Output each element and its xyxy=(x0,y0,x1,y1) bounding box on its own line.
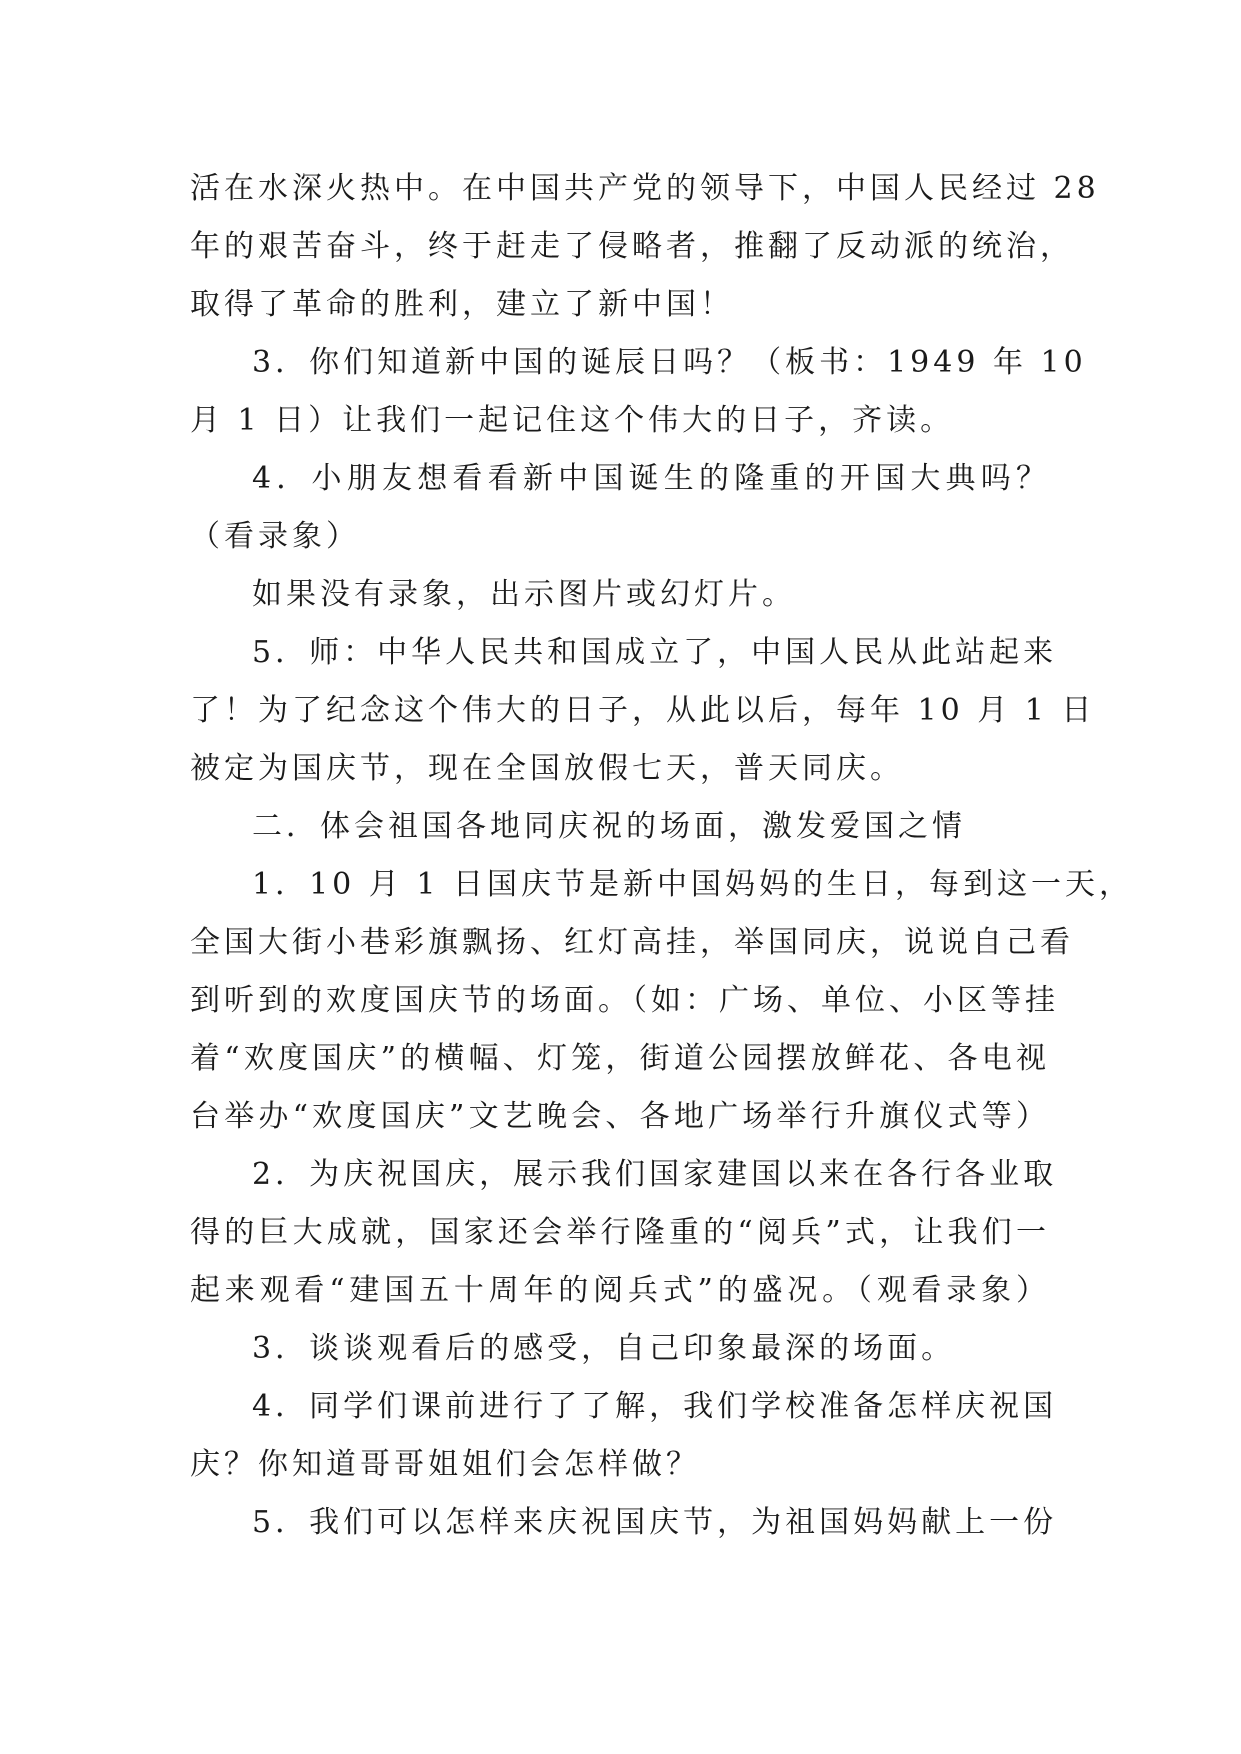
text-line: 1．10 月 1 日国庆节是新中国妈妈的生日，每到这一天， xyxy=(252,867,1133,902)
text-line: 了！为了纪念这个伟大的日子，从此以后，每年 10 月 1 日 xyxy=(190,693,1096,728)
text-line: 4．小朋友想看看新中国诞生的隆重的开国大典吗？ xyxy=(252,461,1050,496)
text-line: 2．为庆祝国庆，展示我们国家建国以来在各行各业取 xyxy=(252,1157,1058,1192)
text-line: 3．谈谈观看后的感受，自己印象最深的场面。 xyxy=(252,1331,956,1366)
section-heading: 二．体会祖国各地同庆祝的场面，激发爱国之情 xyxy=(252,809,966,844)
text-line: 活在水深火热中。在中国共产党的领导下，中国人民经过 28 xyxy=(190,171,1100,206)
text-line: 庆？你知道哥哥姐姐们会怎样做？ xyxy=(190,1447,700,1482)
text-line: 3．你们知道新中国的诞辰日吗？（板书：1949 年 10 xyxy=(252,345,1087,380)
text-line: 到听到的欢度国庆节的场面。（如：广场、单位、小区等挂 xyxy=(190,983,1059,1018)
text-line: 全国大街小巷彩旗飘扬、红灯高挂，举国同庆，说说自己看 xyxy=(190,925,1074,960)
text-line: 月 1 日）让我们一起记住这个伟大的日子，齐读。 xyxy=(190,403,955,438)
text-line: 取得了革命的胜利，建立了新中国！ xyxy=(190,287,734,322)
text-line: 着“欢度国庆”的横幅、灯笼，街道公园摆放鲜花、各电视 xyxy=(190,1041,1050,1076)
text-line: 得的巨大成就，国家还会举行隆重的“阅兵”式，让我们一 xyxy=(190,1215,1050,1250)
text-line: （看录象） xyxy=(190,519,360,554)
text-line: 起来观看“建国五十周年的阅兵式”的盛况。（观看录象） xyxy=(190,1273,1050,1308)
document-body xyxy=(190,160,1133,1552)
text-line: 5．师：中华人民共和国成立了，中国人民从此站起来 xyxy=(252,635,1058,670)
text-line: 4．同学们课前进行了了解，我们学校准备怎样庆祝国 xyxy=(252,1389,1058,1424)
text-line: 如果没有录象，出示图片或幻灯片。 xyxy=(252,577,796,612)
text-line: 被定为国庆节，现在全国放假七天，普天同庆。 xyxy=(190,751,904,786)
text-line: 台举办“欢度国庆”文艺晚会、各地广场举行升旗仪式等） xyxy=(190,1099,1050,1134)
text-line: 年的艰苦奋斗，终于赶走了侵略者，推翻了反动派的统治， xyxy=(190,229,1074,264)
text-line: 5．我们可以怎样来庆祝国庆节，为祖国妈妈献上一份 xyxy=(252,1505,1058,1540)
